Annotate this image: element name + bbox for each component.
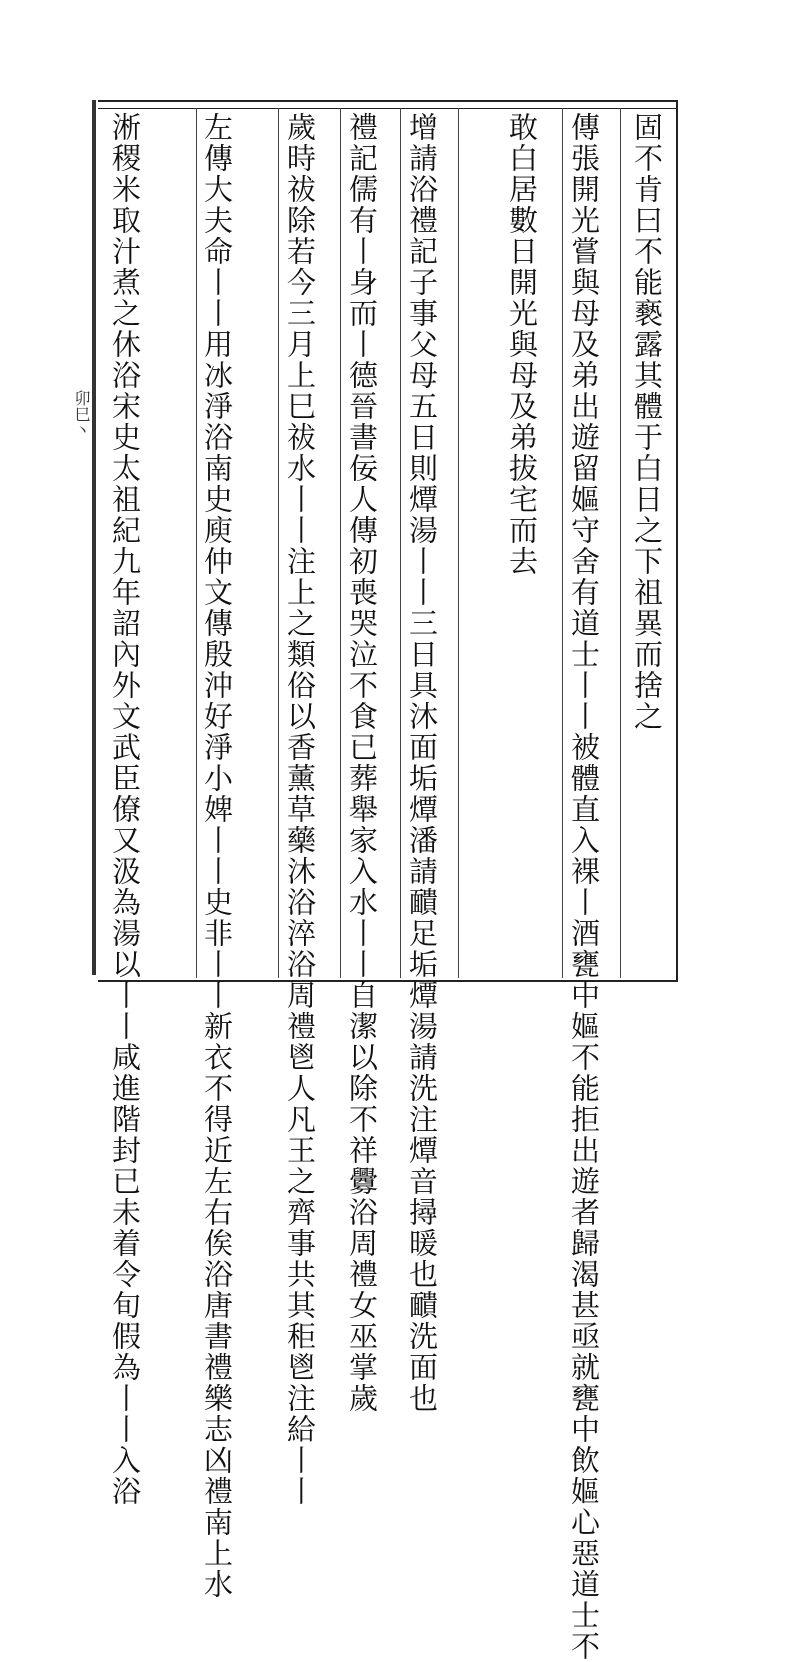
column-text: 禮記儒有丨身而丨德晉書佞人傳初喪哭泣不食已葬舉家入水丨丨自潔以除不祥釁浴周禮女巫掌歲 [345,112,379,1414]
column-divider [196,108,197,978]
column-divider [562,108,563,978]
adjacent-page-edge [0,360,91,600]
page-spine [92,100,96,975]
top-rule [98,100,678,102]
text-column-6 [283,112,335,1507]
text-column-5 [345,112,397,1414]
column-divider [340,108,341,978]
column-text: 增請浴禮記子事父母五日則燂湯丨丨三日具沐面垢燂潘請靧足垢燂湯請洗注燂音撏暖也靧洗面也 [405,112,439,1414]
edge-text: 卯巳丶 [72,390,91,438]
column-text: 左傳大夫命丨丨用冰淨浴南史庾仲文傳殷沖好淨小婢丨丨史非丨丨新衣不得近左右俟浴唐書禮樂志凶禮南上水 [200,112,234,1600]
column-divider [278,108,279,978]
column-text: 淅稷米取汁煮之休浴宋史太祖紀九年詔內外文武臣僚又汲為湯以丨丨咸進階封已未着令旬假為丨丨入浴 [108,112,142,1507]
column-text: 敢白居數日開光與母及弟拔宅而去 [505,112,539,577]
text-column-3 [505,112,557,577]
column-divider [620,108,621,978]
text-column-7 [200,112,274,1600]
text-column-2 [567,112,617,1662]
top-rule-inner [98,108,678,109]
column-divider [458,108,459,978]
right-rule [676,100,678,982]
column-text: 固不肯曰不能褻露其體于白日之下祖異而捨之 [630,112,664,732]
column-divider [400,108,401,978]
text-column-4 [405,112,457,1414]
text-column-8 [108,112,194,1507]
text-column-1 [630,112,674,972]
column-text: 歲時祓除若今三月上巳祓水丨丨注上之類俗以香薰草藥沐浴淬浴周禮鬯人凡王之齊事共其秬鬯注給丨丨 [283,112,317,1507]
column-text: 傳張開光嘗與母及弟出遊留嫗守舍有道士丨丨被體直入裸丨酒甕中嫗不能拒出遊者歸渴甚亟就甕中飲嫗心惡道士不 [567,112,601,1662]
